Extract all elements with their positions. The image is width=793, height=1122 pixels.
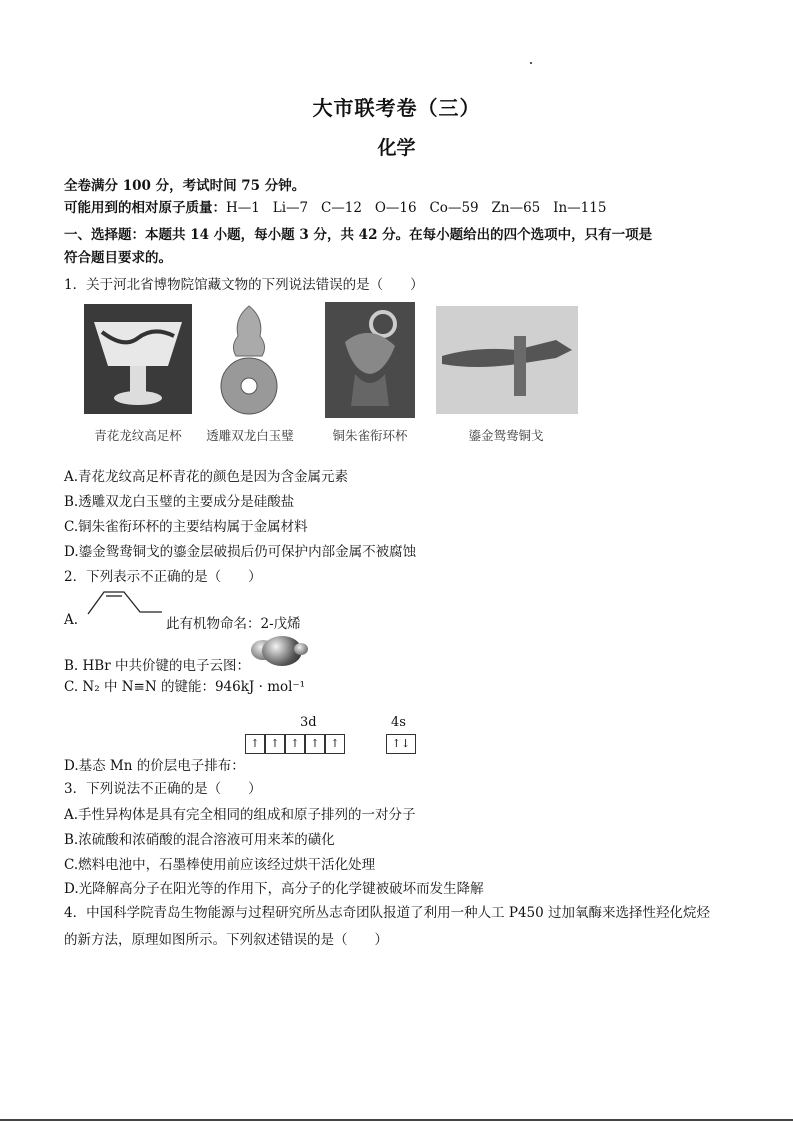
orbital-3d-boxes	[245, 734, 347, 754]
artifact-photo-bronze-cup	[325, 302, 415, 418]
q2-option-a-prefix: A.	[64, 612, 79, 628]
q2-option-b: B. HBr 中共价键的电子云图：	[64, 658, 250, 674]
caption-jade-bi: 透雕双龙白玉璧	[206, 428, 294, 443]
orbital-4s-box: ↑↓	[386, 734, 416, 754]
q1-option-c: C.铜朱雀衔环杯的主要结构属于金属材料	[64, 519, 308, 535]
atomic-mass-line	[64, 196, 606, 216]
skeletal-formula	[86, 588, 164, 616]
q2-stem: 2．下列表示不正确的是（ ）	[64, 569, 262, 585]
orbital-3d-box-2: ↑	[265, 734, 285, 754]
caption-cup: 青花龙纹高足杯	[94, 428, 182, 443]
orbital-3d-box-5: ↑	[325, 734, 345, 754]
label-3d: 3d	[300, 715, 317, 730]
orbital-4s-box-wrap	[386, 734, 416, 754]
section-heading-line1: 一、选择题：本题共 14 小题，每小题 3 分，共 42 分。在每小题给出的四个选项中，只有一项是	[64, 227, 653, 243]
q4-stem-line1: 4．中国科学院青岛生物能源与过程研究所丛志奇团队报道了利用一种人工 P450 过加氧酶来选择性羟化烷烃	[64, 905, 711, 921]
exam-title: 大市联考卷（三）	[312, 96, 481, 120]
artifact-photo-jade-bi	[212, 304, 286, 416]
q1-option-a: A.青花龙纹高足杯青花的颜色是因为含金属元素	[64, 469, 349, 485]
q3-option-b: B.浓硫酸和浓硝酸的混合溶液可用来苯的磺化	[64, 832, 335, 848]
atomic-mass-label: 可能用到的相对原子质量：	[64, 200, 226, 216]
page-bottom-rule	[0, 1119, 793, 1121]
q1-option-b: B.透雕双龙白玉璧的主要成分是硅酸盐	[64, 494, 295, 510]
q4-stem-line2: 的新方法，原理如图所示。下列叙述错误的是（ ）	[64, 932, 388, 948]
section-heading-line2: 符合题目要求的。	[64, 250, 172, 266]
electron-cloud-tail	[294, 643, 308, 655]
orbital-3d-box-1: ↑	[245, 734, 265, 754]
artifact-photo-dagger-axe	[436, 306, 578, 414]
label-4s: 4s	[391, 715, 406, 730]
q3-option-a: A.手性异构体是具有完全相同的组成和原子排列的一对分子	[64, 807, 416, 823]
q2-option-c: C. N₂ 中 N≡N 的键能：946kJ · mol⁻¹	[64, 679, 305, 695]
q1-stem: 1．关于河北省博物院馆藏文物的下列说法错误的是（ ）	[64, 277, 424, 293]
subject-title: 化学	[377, 137, 416, 159]
caption-bronze-cup: 铜朱雀衔环杯	[332, 428, 408, 443]
q3-option-c: C.燃料电池中，石墨棒使用前应该经过烘干活化处理	[64, 857, 376, 873]
scan-dot	[530, 62, 532, 64]
score-line: 全卷满分 100 分，考试时间 75 分钟。	[64, 178, 306, 194]
q3-stem: 3．下列说法不正确的是（ ）	[64, 781, 262, 797]
q1-option-d: D.鎏金鸳鸯铜戈的鎏金层破损后仍可保护内部金属不被腐蚀	[64, 544, 417, 560]
q2-option-d: D.基态 Mn 的价层电子排布：	[64, 758, 245, 774]
q3-option-d: D.光降解高分子在阳光等的作用下，高分子的化学键被破坏而发生降解	[64, 881, 484, 897]
orbital-3d-box-4: ↑	[305, 734, 325, 754]
caption-dagger-axe: 鎏金鸳鸯铜戈	[468, 428, 544, 443]
atomic-mass-values: H—1 Li—7 C—12 O—16 Co—59 Zn—65 In—115	[226, 200, 607, 216]
q2-option-a-text: 此有机物命名：2-戊烯	[166, 616, 301, 632]
artifact-photo-cup	[84, 304, 192, 414]
orbital-3d-box-3: ↑	[285, 734, 305, 754]
